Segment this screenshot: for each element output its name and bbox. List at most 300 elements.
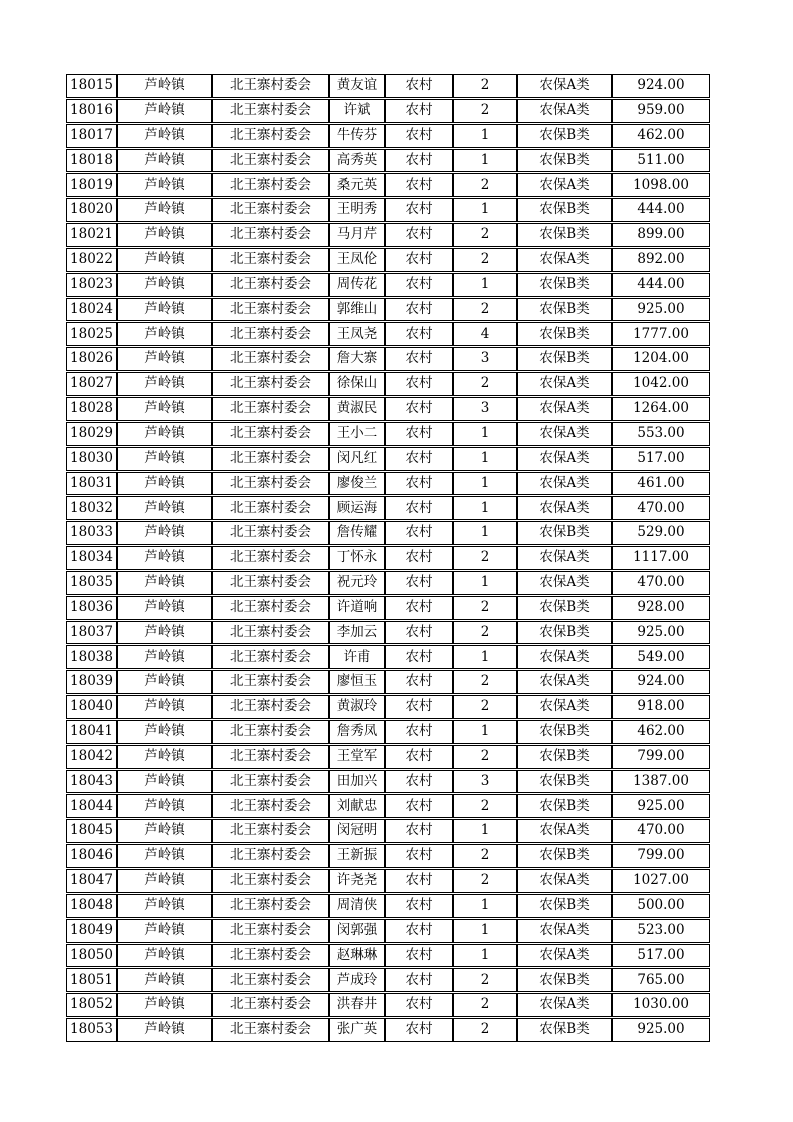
cell-town: 芦岭镇 xyxy=(117,173,212,197)
cell-residence-type: 农村 xyxy=(385,521,453,545)
cell-id: 18015 xyxy=(66,74,117,98)
cell-village-committee: 北王寨村委会 xyxy=(212,496,329,520)
cell-insurance-category: 农保B类 xyxy=(517,149,612,173)
cell-person-count: 1 xyxy=(453,273,517,297)
cell-village-committee: 北王寨村委会 xyxy=(212,844,329,868)
cell-town: 芦岭镇 xyxy=(117,670,212,694)
cell-residence-type: 农村 xyxy=(385,993,453,1017)
table-row xyxy=(66,745,710,769)
cell-residence-type: 农村 xyxy=(385,273,453,297)
cell-person-name: 王凤伦 xyxy=(329,248,385,272)
cell-insurance-category: 农保B类 xyxy=(517,894,612,918)
cell-amount: 924.00 xyxy=(612,74,710,98)
cell-amount: 1098.00 xyxy=(612,173,710,197)
table-row xyxy=(66,223,710,247)
table-row xyxy=(66,968,710,992)
table-row xyxy=(66,322,710,346)
cell-village-committee: 北王寨村委会 xyxy=(212,695,329,719)
cell-person-name: 詹大寨 xyxy=(329,347,385,371)
cell-town: 芦岭镇 xyxy=(117,472,212,496)
cell-town: 芦岭镇 xyxy=(117,248,212,272)
cell-insurance-category: 农保B类 xyxy=(517,720,612,744)
cell-amount: 925.00 xyxy=(612,621,710,645)
cell-town: 芦岭镇 xyxy=(117,695,212,719)
cell-person-count: 2 xyxy=(453,993,517,1017)
cell-village-committee: 北王寨村委会 xyxy=(212,869,329,893)
cell-amount: 1117.00 xyxy=(612,546,710,570)
cell-amount: 892.00 xyxy=(612,248,710,272)
cell-town: 芦岭镇 xyxy=(117,794,212,818)
cell-residence-type: 农村 xyxy=(385,322,453,346)
cell-insurance-category: 农保B类 xyxy=(517,521,612,545)
cell-amount: 1204.00 xyxy=(612,347,710,371)
cell-town: 芦岭镇 xyxy=(117,74,212,98)
table-row xyxy=(66,472,710,496)
table-row xyxy=(66,621,710,645)
cell-residence-type: 农村 xyxy=(385,298,453,322)
table-row xyxy=(66,372,710,396)
cell-amount: 517.00 xyxy=(612,447,710,471)
cell-town: 芦岭镇 xyxy=(117,770,212,794)
cell-village-committee: 北王寨村委会 xyxy=(212,944,329,968)
table-row xyxy=(66,546,710,570)
cell-insurance-category: 农保A类 xyxy=(517,571,612,595)
cell-person-name: 廖俊兰 xyxy=(329,472,385,496)
cell-amount: 918.00 xyxy=(612,695,710,719)
cell-person-name: 高秀英 xyxy=(329,149,385,173)
cell-person-name: 黄淑民 xyxy=(329,397,385,421)
cell-amount: 470.00 xyxy=(612,819,710,843)
cell-residence-type: 农村 xyxy=(385,248,453,272)
cell-residence-type: 农村 xyxy=(385,149,453,173)
cell-village-committee: 北王寨村委会 xyxy=(212,74,329,98)
cell-town: 芦岭镇 xyxy=(117,149,212,173)
table-row xyxy=(66,198,710,222)
cell-amount: 799.00 xyxy=(612,745,710,769)
cell-insurance-category: 农保A类 xyxy=(517,869,612,893)
cell-village-committee: 北王寨村委会 xyxy=(212,745,329,769)
cell-id: 18043 xyxy=(66,770,117,794)
cell-id: 18044 xyxy=(66,794,117,818)
cell-person-count: 1 xyxy=(453,819,517,843)
cell-person-name: 詹秀凤 xyxy=(329,720,385,744)
cell-insurance-category: 农保A类 xyxy=(517,372,612,396)
cell-person-count: 2 xyxy=(453,1018,517,1042)
cell-id: 18051 xyxy=(66,968,117,992)
cell-insurance-category: 农保A类 xyxy=(517,670,612,694)
cell-person-name: 黄淑玲 xyxy=(329,695,385,719)
cell-town: 芦岭镇 xyxy=(117,447,212,471)
cell-person-name: 洪春井 xyxy=(329,993,385,1017)
cell-town: 芦岭镇 xyxy=(117,720,212,744)
cell-village-committee: 北王寨村委会 xyxy=(212,720,329,744)
cell-insurance-category: 农保A类 xyxy=(517,819,612,843)
cell-id: 18046 xyxy=(66,844,117,868)
cell-id: 18048 xyxy=(66,894,117,918)
cell-person-name: 王小二 xyxy=(329,422,385,446)
cell-insurance-category: 农保B类 xyxy=(517,794,612,818)
cell-amount: 765.00 xyxy=(612,968,710,992)
cell-person-count: 3 xyxy=(453,347,517,371)
cell-town: 芦岭镇 xyxy=(117,372,212,396)
cell-person-count: 3 xyxy=(453,770,517,794)
cell-id: 18027 xyxy=(66,372,117,396)
cell-amount: 444.00 xyxy=(612,273,710,297)
cell-village-committee: 北王寨村委会 xyxy=(212,149,329,173)
cell-person-count: 2 xyxy=(453,223,517,247)
cell-insurance-category: 农保B类 xyxy=(517,298,612,322)
cell-town: 芦岭镇 xyxy=(117,273,212,297)
cell-town: 芦岭镇 xyxy=(117,347,212,371)
cell-residence-type: 农村 xyxy=(385,720,453,744)
cell-town: 芦岭镇 xyxy=(117,198,212,222)
cell-town: 芦岭镇 xyxy=(117,869,212,893)
cell-person-name: 黄友谊 xyxy=(329,74,385,98)
cell-person-count: 2 xyxy=(453,596,517,620)
cell-insurance-category: 农保B类 xyxy=(517,124,612,148)
cell-village-committee: 北王寨村委会 xyxy=(212,173,329,197)
cell-amount: 553.00 xyxy=(612,422,710,446)
table-row xyxy=(66,894,710,918)
cell-person-count: 1 xyxy=(453,149,517,173)
cell-town: 芦岭镇 xyxy=(117,99,212,123)
cell-town: 芦岭镇 xyxy=(117,546,212,570)
cell-id: 18021 xyxy=(66,223,117,247)
cell-id: 18016 xyxy=(66,99,117,123)
cell-insurance-category: 农保B类 xyxy=(517,223,612,247)
cell-amount: 928.00 xyxy=(612,596,710,620)
cell-residence-type: 农村 xyxy=(385,422,453,446)
cell-person-count: 1 xyxy=(453,496,517,520)
cell-village-committee: 北王寨村委会 xyxy=(212,273,329,297)
cell-insurance-category: 农保A类 xyxy=(517,397,612,421)
cell-person-name: 马月芹 xyxy=(329,223,385,247)
cell-amount: 1042.00 xyxy=(612,372,710,396)
cell-person-count: 2 xyxy=(453,298,517,322)
cell-person-count: 2 xyxy=(453,74,517,98)
cell-town: 芦岭镇 xyxy=(117,745,212,769)
cell-person-count: 2 xyxy=(453,695,517,719)
cell-amount: 1030.00 xyxy=(612,993,710,1017)
cell-residence-type: 农村 xyxy=(385,894,453,918)
cell-person-count: 2 xyxy=(453,745,517,769)
cell-residence-type: 农村 xyxy=(385,372,453,396)
cell-person-name: 许尧尧 xyxy=(329,869,385,893)
cell-id: 18030 xyxy=(66,447,117,471)
cell-residence-type: 农村 xyxy=(385,819,453,843)
cell-person-name: 许甫 xyxy=(329,645,385,669)
cell-residence-type: 农村 xyxy=(385,770,453,794)
cell-person-name: 赵琳琳 xyxy=(329,944,385,968)
cell-insurance-category: 农保B类 xyxy=(517,621,612,645)
cell-residence-type: 农村 xyxy=(385,99,453,123)
cell-id: 18033 xyxy=(66,521,117,545)
cell-insurance-category: 农保A类 xyxy=(517,546,612,570)
table-row xyxy=(66,496,710,520)
cell-person-count: 2 xyxy=(453,173,517,197)
cell-amount: 529.00 xyxy=(612,521,710,545)
cell-person-name: 牛传芬 xyxy=(329,124,385,148)
cell-id: 18040 xyxy=(66,695,117,719)
cell-person-name: 周传花 xyxy=(329,273,385,297)
cell-id: 18020 xyxy=(66,198,117,222)
cell-residence-type: 农村 xyxy=(385,695,453,719)
cell-insurance-category: 农保B类 xyxy=(517,968,612,992)
cell-id: 18019 xyxy=(66,173,117,197)
cell-id: 18018 xyxy=(66,149,117,173)
cell-id: 18022 xyxy=(66,248,117,272)
cell-amount: 1264.00 xyxy=(612,397,710,421)
cell-town: 芦岭镇 xyxy=(117,993,212,1017)
cell-insurance-category: 农保B类 xyxy=(517,745,612,769)
table-row xyxy=(66,869,710,893)
cell-id: 18045 xyxy=(66,819,117,843)
cell-person-count: 1 xyxy=(453,571,517,595)
cell-insurance-category: 农保A类 xyxy=(517,695,612,719)
cell-person-name: 田加兴 xyxy=(329,770,385,794)
cell-person-name: 桑元英 xyxy=(329,173,385,197)
subsidy-table xyxy=(66,73,710,1043)
cell-person-name: 闵冠明 xyxy=(329,819,385,843)
cell-town: 芦岭镇 xyxy=(117,968,212,992)
cell-id: 18038 xyxy=(66,645,117,669)
cell-person-name: 张广英 xyxy=(329,1018,385,1042)
cell-id: 18034 xyxy=(66,546,117,570)
cell-village-committee: 北王寨村委会 xyxy=(212,298,329,322)
cell-person-count: 1 xyxy=(453,447,517,471)
cell-residence-type: 农村 xyxy=(385,869,453,893)
cell-person-count: 2 xyxy=(453,546,517,570)
cell-amount: 1387.00 xyxy=(612,770,710,794)
cell-id: 18029 xyxy=(66,422,117,446)
cell-residence-type: 农村 xyxy=(385,198,453,222)
cell-amount: 549.00 xyxy=(612,645,710,669)
table-body xyxy=(66,74,710,1042)
table-row xyxy=(66,670,710,694)
cell-person-count: 1 xyxy=(453,422,517,446)
cell-village-committee: 北王寨村委会 xyxy=(212,919,329,943)
cell-insurance-category: 农保A类 xyxy=(517,248,612,272)
cell-person-name: 丁怀永 xyxy=(329,546,385,570)
table-row xyxy=(66,173,710,197)
cell-person-name: 王凤尧 xyxy=(329,322,385,346)
cell-town: 芦岭镇 xyxy=(117,422,212,446)
cell-village-committee: 北王寨村委会 xyxy=(212,571,329,595)
cell-person-count: 2 xyxy=(453,869,517,893)
table-row xyxy=(66,819,710,843)
cell-village-committee: 北王寨村委会 xyxy=(212,447,329,471)
cell-amount: 799.00 xyxy=(612,844,710,868)
cell-person-count: 1 xyxy=(453,720,517,744)
cell-id: 18032 xyxy=(66,496,117,520)
cell-person-name: 廖恒玉 xyxy=(329,670,385,694)
cell-id: 18050 xyxy=(66,944,117,968)
cell-id: 18023 xyxy=(66,273,117,297)
cell-town: 芦岭镇 xyxy=(117,521,212,545)
table-row xyxy=(66,770,710,794)
cell-person-name: 周清侠 xyxy=(329,894,385,918)
cell-village-committee: 北王寨村委会 xyxy=(212,770,329,794)
cell-village-committee: 北王寨村委会 xyxy=(212,894,329,918)
table-row xyxy=(66,1018,710,1042)
cell-id: 18041 xyxy=(66,720,117,744)
cell-residence-type: 农村 xyxy=(385,670,453,694)
cell-insurance-category: 农保A类 xyxy=(517,944,612,968)
cell-id: 18039 xyxy=(66,670,117,694)
cell-insurance-category: 农保B类 xyxy=(517,322,612,346)
cell-person-name: 王堂军 xyxy=(329,745,385,769)
cell-residence-type: 农村 xyxy=(385,496,453,520)
cell-residence-type: 农村 xyxy=(385,347,453,371)
cell-insurance-category: 农保A类 xyxy=(517,472,612,496)
cell-person-count: 1 xyxy=(453,645,517,669)
table-row xyxy=(66,794,710,818)
cell-village-committee: 北王寨村委会 xyxy=(212,223,329,247)
cell-insurance-category: 农保A类 xyxy=(517,99,612,123)
cell-residence-type: 农村 xyxy=(385,968,453,992)
table-row xyxy=(66,944,710,968)
cell-amount: 959.00 xyxy=(612,99,710,123)
table-row xyxy=(66,993,710,1017)
table-row xyxy=(66,347,710,371)
cell-id: 18017 xyxy=(66,124,117,148)
cell-residence-type: 农村 xyxy=(385,844,453,868)
cell-insurance-category: 农保B类 xyxy=(517,1018,612,1042)
cell-person-count: 2 xyxy=(453,670,517,694)
cell-town: 芦岭镇 xyxy=(117,322,212,346)
cell-town: 芦岭镇 xyxy=(117,298,212,322)
cell-person-name: 王明秀 xyxy=(329,198,385,222)
cell-person-count: 2 xyxy=(453,372,517,396)
cell-village-committee: 北王寨村委会 xyxy=(212,546,329,570)
cell-id: 18024 xyxy=(66,298,117,322)
cell-insurance-category: 农保B类 xyxy=(517,273,612,297)
cell-amount: 899.00 xyxy=(612,223,710,247)
cell-town: 芦岭镇 xyxy=(117,944,212,968)
cell-person-name: 许斌 xyxy=(329,99,385,123)
cell-village-committee: 北王寨村委会 xyxy=(212,670,329,694)
cell-amount: 500.00 xyxy=(612,894,710,918)
cell-insurance-category: 农保A类 xyxy=(517,74,612,98)
table-row xyxy=(66,919,710,943)
cell-village-committee: 北王寨村委会 xyxy=(212,248,329,272)
cell-amount: 462.00 xyxy=(612,124,710,148)
cell-residence-type: 农村 xyxy=(385,472,453,496)
table-row xyxy=(66,844,710,868)
cell-town: 芦岭镇 xyxy=(117,397,212,421)
cell-person-name: 闵郭强 xyxy=(329,919,385,943)
cell-id: 18037 xyxy=(66,621,117,645)
cell-village-committee: 北王寨村委会 xyxy=(212,596,329,620)
cell-id: 18053 xyxy=(66,1018,117,1042)
cell-amount: 925.00 xyxy=(612,298,710,322)
cell-village-committee: 北王寨村委会 xyxy=(212,472,329,496)
cell-village-committee: 北王寨村委会 xyxy=(212,322,329,346)
cell-residence-type: 农村 xyxy=(385,645,453,669)
cell-village-committee: 北王寨村委会 xyxy=(212,422,329,446)
cell-village-committee: 北王寨村委会 xyxy=(212,397,329,421)
table-row xyxy=(66,248,710,272)
cell-id: 18028 xyxy=(66,397,117,421)
cell-id: 18052 xyxy=(66,993,117,1017)
cell-amount: 1777.00 xyxy=(612,322,710,346)
cell-insurance-category: 农保A类 xyxy=(517,993,612,1017)
cell-person-name: 刘献忠 xyxy=(329,794,385,818)
cell-residence-type: 农村 xyxy=(385,74,453,98)
cell-person-name: 李加云 xyxy=(329,621,385,645)
cell-person-count: 2 xyxy=(453,248,517,272)
cell-amount: 1027.00 xyxy=(612,869,710,893)
cell-town: 芦岭镇 xyxy=(117,819,212,843)
cell-person-count: 1 xyxy=(453,472,517,496)
cell-village-committee: 北王寨村委会 xyxy=(212,124,329,148)
cell-village-committee: 北王寨村委会 xyxy=(212,198,329,222)
cell-residence-type: 农村 xyxy=(385,745,453,769)
cell-town: 芦岭镇 xyxy=(117,919,212,943)
cell-person-count: 3 xyxy=(453,397,517,421)
cell-person-count: 1 xyxy=(453,919,517,943)
cell-residence-type: 农村 xyxy=(385,919,453,943)
cell-residence-type: 农村 xyxy=(385,546,453,570)
table-row xyxy=(66,645,710,669)
cell-person-count: 4 xyxy=(453,322,517,346)
cell-town: 芦岭镇 xyxy=(117,621,212,645)
cell-town: 芦岭镇 xyxy=(117,571,212,595)
cell-person-name: 祝元玲 xyxy=(329,571,385,595)
cell-town: 芦岭镇 xyxy=(117,596,212,620)
cell-insurance-category: 农保A类 xyxy=(517,173,612,197)
table-row xyxy=(66,596,710,620)
cell-amount: 444.00 xyxy=(612,198,710,222)
cell-amount: 523.00 xyxy=(612,919,710,943)
cell-insurance-category: 农保A类 xyxy=(517,447,612,471)
table-row xyxy=(66,720,710,744)
table-row xyxy=(66,695,710,719)
cell-village-committee: 北王寨村委会 xyxy=(212,372,329,396)
cell-insurance-category: 农保B类 xyxy=(517,770,612,794)
cell-village-committee: 北王寨村委会 xyxy=(212,99,329,123)
cell-residence-type: 农村 xyxy=(385,944,453,968)
cell-village-committee: 北王寨村委会 xyxy=(212,621,329,645)
cell-insurance-category: 农保A类 xyxy=(517,496,612,520)
table-row xyxy=(66,298,710,322)
cell-insurance-category: 农保B类 xyxy=(517,198,612,222)
cell-person-name: 许道响 xyxy=(329,596,385,620)
cell-id: 18049 xyxy=(66,919,117,943)
cell-insurance-category: 农保B类 xyxy=(517,844,612,868)
cell-id: 18047 xyxy=(66,869,117,893)
cell-residence-type: 农村 xyxy=(385,124,453,148)
cell-amount: 925.00 xyxy=(612,1018,710,1042)
cell-person-count: 1 xyxy=(453,894,517,918)
cell-person-count: 1 xyxy=(453,124,517,148)
cell-village-committee: 北王寨村委会 xyxy=(212,1018,329,1042)
cell-amount: 462.00 xyxy=(612,720,710,744)
cell-person-name: 王新振 xyxy=(329,844,385,868)
cell-insurance-category: 农保B类 xyxy=(517,596,612,620)
cell-residence-type: 农村 xyxy=(385,173,453,197)
cell-town: 芦岭镇 xyxy=(117,124,212,148)
table-row xyxy=(66,422,710,446)
cell-residence-type: 农村 xyxy=(385,447,453,471)
cell-amount: 470.00 xyxy=(612,571,710,595)
table-row xyxy=(66,149,710,173)
cell-amount: 924.00 xyxy=(612,670,710,694)
cell-id: 18026 xyxy=(66,347,117,371)
cell-id: 18042 xyxy=(66,745,117,769)
cell-residence-type: 农村 xyxy=(385,1018,453,1042)
table-row xyxy=(66,273,710,297)
